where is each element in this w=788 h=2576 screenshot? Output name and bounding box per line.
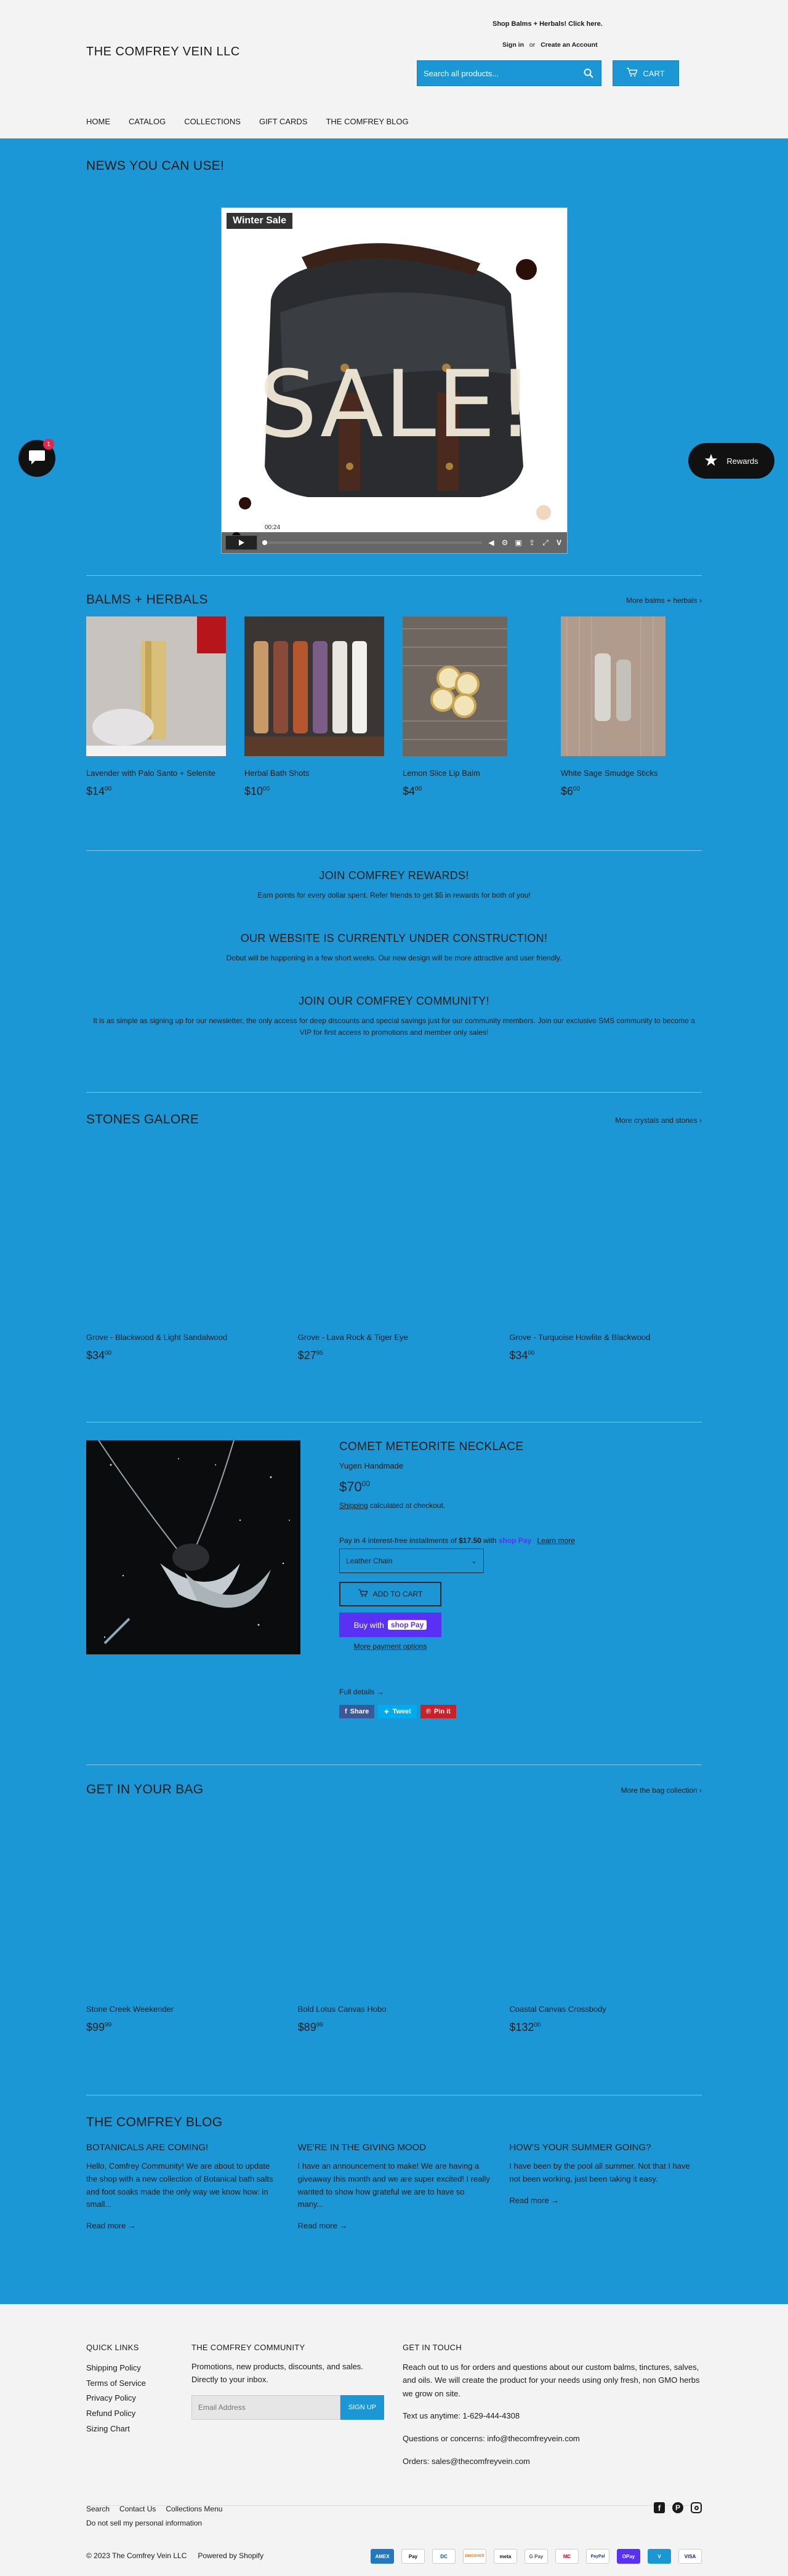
divider [86,850,702,851]
account-links [502,41,598,49]
construction-text: Debut will be happening in a few short weeks. Our new design will be more attractive and user friendly. [226,954,562,962]
video-controls [222,532,567,553]
pinterest-icon: ℗ [425,1708,431,1715]
stones-more-link[interactable]: More crystals and stones › [615,1116,702,1125]
orders-email: Orders: sales@thecomfreyvein.com [403,2456,530,2466]
product-name[interactable]: White Sage Smudge Sticks [561,768,658,778]
touch-title: GET IN TOUCH [403,2343,462,2352]
blog-post-excerpt: I have been by the pool all summer. Not that I have not been working, just been taking it easy. [509,2161,690,2183]
touch-text: Reach out to us for orders and questions about our custom balms, tinctures, salves, and oils. We will create the product for your needs using only fresh, non GMO herbs we grow on site. [403,2363,700,2398]
text-us: Text us anytime: 1-629-444-4308 [403,2411,520,2421]
shipping-link[interactable]: Shipping [339,1501,368,1510]
paypal-icon: PayPal [586,2549,609,2564]
site-footer [0,2304,788,2576]
product-card[interactable] [298,1333,491,1362]
community-text: It is as simple as signing up for our newsletter, the only access for deep discounts and special savings just for our community members. Join our exclusive SMS community to become a VIP for first access to promotions and member only sales! [93,1016,695,1037]
stones-title: STONES GALORE [86,1112,199,1127]
social-links [654,2502,702,2513]
questions-email: Questions or concerns: info@thecomfreyvein.com [403,2434,580,2443]
chat-launcher[interactable] [18,440,55,477]
buy-with-label: Buy with [353,1620,384,1630]
blog-title: THE COMFREY BLOG [86,2115,223,2129]
variant-select[interactable] [339,1549,484,1573]
announcement-link[interactable]: Shop Balms + Herbals! Click here. [492,20,603,28]
shop-pay-logo: shop Pay [388,1620,427,1630]
rewards-text: Earn points for every dollar spent. Refer friends to get $5 in rewards for both of you! [257,891,531,899]
footer-link-sizing[interactable]: Sizing Chart [86,2423,130,2433]
product-image[interactable] [244,616,384,756]
search-input[interactable] [417,69,576,78]
featured-price: $\$70^{00}$ [339,1479,371,1494]
copyright-text: © 2023 The Comfrey Vein LLC [86,2551,187,2560]
product-name[interactable]: Coastal Canvas Crossbody [509,2004,606,2014]
main-nav [86,117,409,126]
product-name[interactable]: Grove - Turquoise Howlite & Blackwood [509,1333,651,1342]
product-card[interactable] [298,2004,491,2034]
winter-sale-badge: Winter Sale [227,213,292,229]
construction-title: OUR WEBSITE IS CURRENTLY UNDER CONSTRUCTION! [240,932,548,944]
footer-bottom-links [86,2505,222,2513]
product-card[interactable] [509,2004,702,2034]
product-price: $\$99^{99}$ [86,2021,112,2033]
community-footer-title: THE COMFREY COMMUNITY [191,2343,305,2352]
mastercard-icon: MC [555,2549,579,2564]
product-name[interactable]: Herbal Bath Shots [244,768,310,778]
nav-home[interactable]: HOME [86,117,110,126]
add-to-cart-button[interactable] [339,1582,441,1606]
blog-post-excerpt: Hello, Comfrey Community! We are about to update the shop with a new collection of Botanical bath salts and foot soaks made the only way we know how: in small... [86,2161,273,2209]
product-price: $\$14^{00}$ [86,785,112,797]
facebook-icon: f [345,1708,347,1715]
share-buttons [339,1705,709,1718]
learn-more-link[interactable]: Learn more [537,1536,575,1545]
venmo-icon: V [648,2549,671,2564]
volume-icon[interactable]: ◀ [488,538,494,547]
add-to-cart-label: ADD TO CART [372,1590,423,1598]
product-card[interactable] [86,1333,279,1362]
blog-post-title[interactable]: HOW'S YOUR SUMMER GOING? [509,2142,651,2153]
shop-pay-icon: OPay [617,2549,640,2564]
product-name[interactable]: Lemon Slice Lip Balm [403,768,480,778]
rewards-info [86,869,702,901]
product-price: $\$10^{00}$ [244,785,270,797]
nav-gift-cards[interactable]: GIFT CARDS [259,117,308,126]
product-price: $\$34^{00}$ [509,1349,535,1362]
meta-pay-icon: meta [494,2549,517,2564]
product-card[interactable] [561,616,701,798]
footer-link-refund[interactable]: Refund Policy [86,2409,136,2418]
newsletter [191,2343,384,2420]
balms-more-link[interactable]: More balms + herbals › [625,596,702,605]
blog-post-title[interactable]: WE'RE IN THE GIVING MOOD [297,2142,427,2153]
divider [86,575,702,576]
blog-post [298,2142,491,2230]
blog-posts [86,2142,702,2230]
product-card[interactable] [244,616,384,798]
product-name[interactable]: Grove - Lava Rock & Tiger Eye [297,1333,408,1342]
footer-collections-link[interactable]: Collections Menu [166,2505,223,2513]
video-progress[interactable] [262,541,482,544]
search-icon[interactable] [576,61,601,86]
buy-with-shop-pay-button[interactable] [339,1613,441,1637]
facebook-share-button[interactable]: f Share [339,1705,374,1718]
rewards-launcher[interactable] [688,443,774,479]
cart-label: CART [643,68,665,78]
or-text: or [529,41,536,49]
bags-grid [86,2004,702,2034]
chat-bubble-icon [28,449,46,469]
footer-link-shipping[interactable]: Shipping Policy [86,2363,141,2372]
footer-link-terms[interactable]: Terms of Service [86,2378,146,2388]
stones-section [86,1112,702,1362]
create-account-link[interactable]: Create an Account [541,41,598,49]
chevron-down-icon: ⌄ [470,1557,477,1565]
balms-section [86,592,702,798]
balms-title: BALMS + HERBALS [86,592,208,607]
pip-icon[interactable]: ▣ [515,538,522,547]
quick-links-title: QUICK LINKS [86,2343,139,2352]
amex-icon: AMEX [371,2549,394,2564]
search-form [417,60,601,86]
twitter-icon: ✦ [384,1708,390,1716]
blog-section [86,2115,702,2230]
site-header [0,0,788,138]
quick-links [86,2343,172,2436]
blog-post [86,2142,279,2230]
settings-icon[interactable]: ⚙ [501,538,509,547]
product-image[interactable] [403,616,507,756]
sale-overlay-text: SALE! [259,351,536,458]
chat-badge: 1 [43,439,54,450]
apple-pay-icon: Pay [401,2549,425,2564]
read-more-link[interactable]: Read more → [86,2221,136,2231]
video-time: 00:24 [265,524,281,531]
product-card[interactable] [509,1333,702,1362]
payment-icons [371,2549,702,2564]
rewards-label: Rewards [726,456,758,466]
product-price: $\$89^{99}$ [297,2021,323,2033]
newsletter-form [191,2395,384,2420]
contact-info [403,2343,702,2469]
bags-more-link[interactable]: More the bag collection › [621,1786,702,1795]
community-title: JOIN OUR COMFREY COMMUNITY! [299,995,489,1007]
shop-pay-logo-small: shop Pay [498,1536,532,1545]
footer-copyright [86,2551,263,2560]
pinterest-icon[interactable]: P [672,2502,683,2513]
twitter-share-button[interactable]: ✦ Tweet [378,1705,417,1718]
diners-club-icon: DC [432,2549,456,2564]
product-card[interactable] [86,2004,279,2034]
star-icon [704,453,718,469]
balms-grid [86,616,702,798]
product-image[interactable] [86,616,226,756]
bags-title: GET IN YOUR BAG [86,1782,204,1796]
google-pay-icon: G Pay [525,2549,548,2564]
play-icon[interactable] [225,535,257,550]
product-price: $\$6^{00}$ [561,785,581,797]
sign-in-link[interactable]: Sign in [502,41,524,49]
sale-video[interactable] [221,207,568,554]
product-price: $\$4^{00}$ [403,785,422,797]
nav-catalog[interactable]: CATALOG [129,117,166,126]
variant-value: Leather Chain [346,1557,393,1565]
read-more-link[interactable]: Read more → [509,2195,560,2205]
product-price: $\$27^{95}$ [297,1349,323,1362]
cart-icon [627,68,638,79]
rewards-title: JOIN COMFREY REWARDS! [319,869,469,882]
more-payment-options-link[interactable]: More payment options [353,1642,427,1651]
product-price: $\$132^{00}$ [509,2021,541,2033]
bags-section [86,1782,702,2034]
instagram-icon[interactable] [691,2502,702,2513]
featured-product-title: COMET METEORITE NECKLACE [339,1440,524,1453]
product-name[interactable]: Stone Creek Weekender [86,2004,174,2014]
product-price: $\$34^{00}$ [86,1349,112,1362]
blog-post [509,2142,702,2230]
product-card[interactable] [403,616,542,798]
installments-note: Pay in 4 interest-free installments of $17.50 with shop Pay Learn more [339,1536,575,1545]
product-name[interactable]: Grove - Blackwood & Light Sandalwood [86,1333,228,1342]
email-input[interactable] [191,2395,340,2420]
site-logo[interactable]: THE COMFREY VEIN LLC [86,45,240,58]
blog-post-excerpt: I have an announcement to make! We are having a giveaway this month and we are super excited! I really wanted to show how grateful we are to have so many... [297,2161,490,2209]
footer-search-link[interactable]: Search [86,2505,110,2513]
community-info [86,995,702,1039]
share-icon[interactable]: ⇪ [528,538,536,547]
visa-icon: VISA [678,2549,702,2564]
blog-post-title[interactable]: BOTANICALS ARE COMING! [86,2142,209,2153]
product-image[interactable] [561,616,665,756]
nav-blog[interactable]: THE COMFREY BLOG [326,117,409,126]
featured-product-info [339,1440,709,1718]
cart-button[interactable] [613,60,679,86]
footer-link-privacy[interactable]: Privacy Policy [86,2393,136,2403]
do-not-sell-link[interactable]: Do not sell my personal information [86,2519,203,2527]
divider [86,1092,702,1093]
discover-icon: DISCOVER [463,2549,486,2564]
product-name[interactable]: Lavender with Palo Santo + Selenite [86,768,215,778]
cart-icon [358,1589,368,1599]
featured-product-image[interactable] [86,1440,300,1654]
fullscreen-icon[interactable]: ⤢ [542,538,549,547]
product-card[interactable] [86,616,226,798]
product-vendor: Yugen Handmade [339,1461,404,1470]
pinterest-share-button[interactable]: ℗ Pin it [420,1705,456,1718]
signup-button[interactable]: SIGN UP [340,2395,384,2420]
product-name[interactable]: Bold Lotus Canvas Hobo [297,2004,387,2014]
vimeo-icon[interactable]: V [556,538,561,547]
shipping-note: Shipping calculated at checkout. [339,1501,446,1510]
community-footer-text: Promotions, new products, discounts, and sales. Directly to your inbox. [191,2362,363,2384]
footer-contact-link[interactable]: Contact Us [119,2505,156,2513]
construction-info [86,932,702,964]
nav-collections[interactable]: COLLECTIONS [184,117,241,126]
news-title: NEWS YOU CAN USE! [86,159,225,173]
powered-by-link[interactable]: Powered by Shopify [198,2551,264,2560]
facebook-icon[interactable]: f [654,2502,665,2513]
full-details-link[interactable]: Full details → [339,1688,384,1696]
read-more-link[interactable]: Read more → [297,2221,348,2231]
stones-grid [86,1333,702,1362]
